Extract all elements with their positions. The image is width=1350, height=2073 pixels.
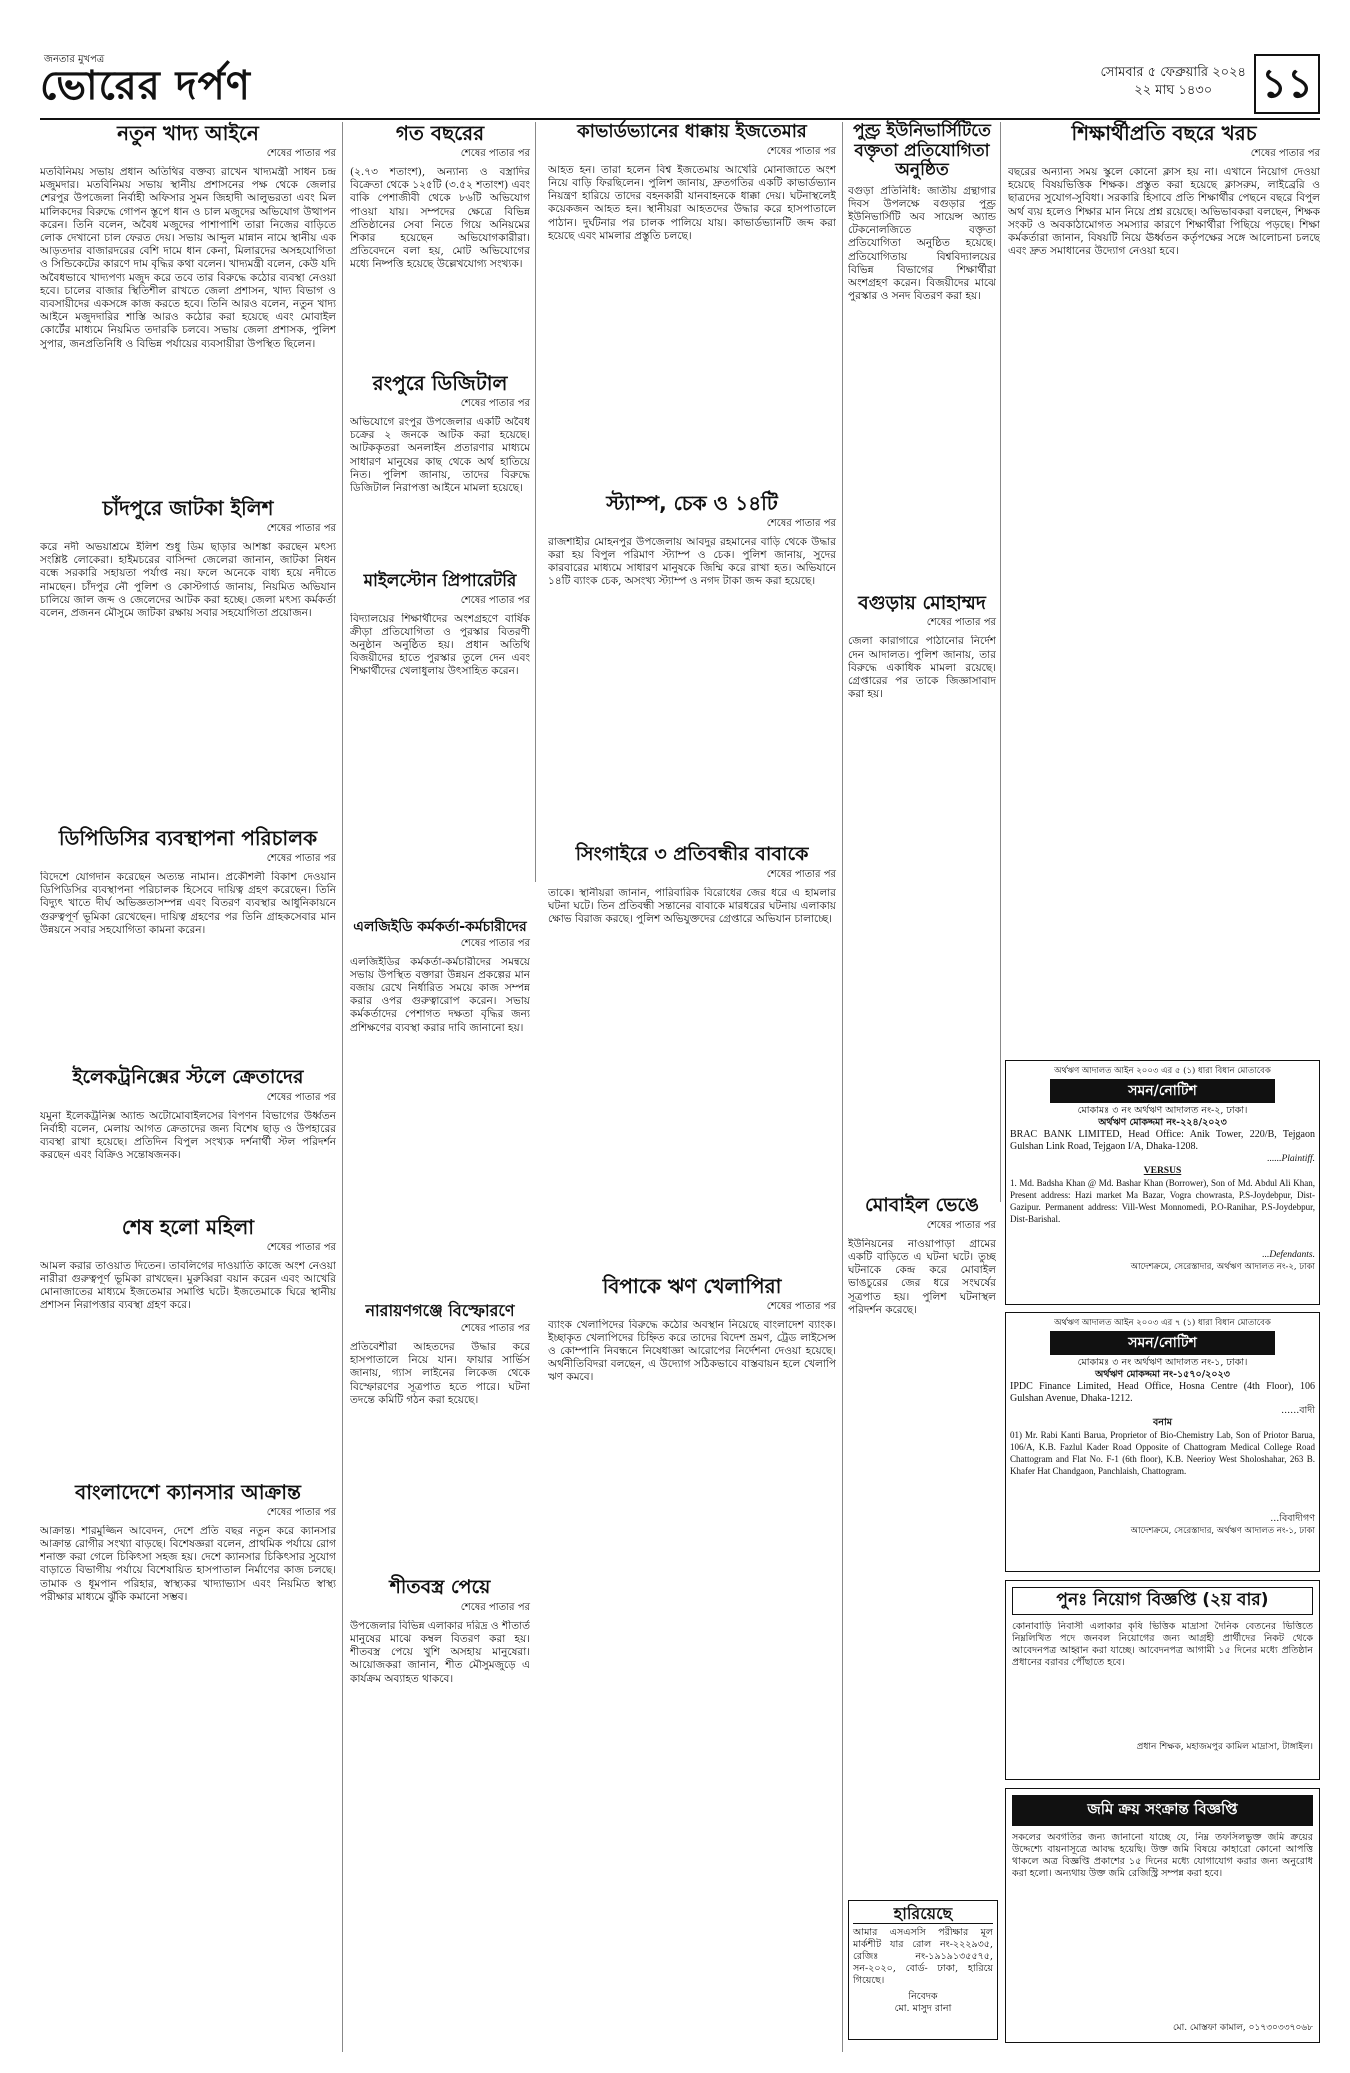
notice-court: মোকামঃ ৩ নং অর্থঋণ আদালত নং-১, ঢাকা। <box>1077 1357 1248 1368</box>
recruitment-signer: প্রধান শিক্ষক, মহাজমপুর কামিল মাদ্রাসা, টাঙ্গাইল। <box>1136 1741 1313 1752</box>
recruitment-notice <box>1005 1580 1320 1780</box>
headline: এলজিইডি কর্মকর্তা-কর্মচারীদের <box>353 918 527 935</box>
column-divider <box>842 122 843 2052</box>
article <box>350 1302 530 1571</box>
column-4-lower <box>848 1195 996 1818</box>
article-body: বিদেশে যোগদান করেছেন অত্যন্ত নামান। প্রকৌশলী বিকাশ দেওয়ান ডিপিডিসির ব্যবস্থাপনা পরিচালক হিসেবে দায়িত্ব গ্রহণ করেছেন। তিনি বিদ্যুৎ খাতে দীর্ঘ অভিজ্ঞতাসম্পন্ন এবং বিতরণ ব্যবস্থার আধুনিকায়নে গুরুত্বপূর্ণ ভূমিকা রেখেছেন। দায়িত্ব গ্রহণের পর তিনি গ্রাহকসেবার মান উন্নয়নে সবার সহযোগিতা কামনা করেন। <box>40 871 336 936</box>
notice-footer: আদেশক্রমে, সেরেস্তাদার, অর্থঋণ আদালত নং-২, ঢাকা <box>1130 1262 1315 1272</box>
continuation-note: শেষের পাতার পর <box>460 1601 530 1613</box>
continuation-note: শেষের পাতার পর <box>266 1091 336 1103</box>
date-gregorian: সোমবার ৫ ফেব্রুয়ারি ২০২৪ <box>1100 65 1246 80</box>
headline: কাভার্ডভ্যানের ধাক্কায় ইজতেমার <box>577 121 807 142</box>
article <box>350 372 530 566</box>
article-body: মতবিনিময় সভায় প্রধান অতিথির বক্তব্য রাখেন খাদ্যমন্ত্রী সাধন চন্দ্র মজুমদার। মতবিনিময় সভায় স্থানীয় প্রশাসনের পক্ষ থেকে জেলার শেরপুর উপজেলা নির্বাহী অফিসার সুমন জিহাদী আলুভরতা এবং মিল মালিকদের বিরুদ্ধে গোপন স্তূপে ধান ও চাল মজুদের অভিযোগ উত্থাপন করেন। তিনি বলেন, অবৈধ মজুদের পাশাপাশি তারা নিজের বাড়িতে লোক দেখানো চাল ফেরত দেয়। সভায় আব্দুল মান্নান নামে স্থানীয় এক আড়তদার বাজারদরের বেশি দামে ধান কেনা, মিলারদের অসহযোগিতা ও সিন্ডিকেটের কারণে দাম বৃদ্ধির কথা বলেন। খাদ্যমন্ত্রী বলেন, কেউ যদি অবৈধভাবে খাদ্যপণ্য মজুদ করে তবে তার বিরুদ্ধে কঠোর ব্যবস্থা নেওয়া হবে। চালের বাজার স্থিতিশীল রাখতে জেলা প্রশাসন, খাদ্য বিভাগ ও ব্যবসায়ীদের একসঙ্গে কাজ করতে হবে। তিনি আরও বলেন, নতুন খাদ্য আইনে মজুদদারির শাস্তি আরও কঠোর করা হয়েছে এবং মোবাইল কোর্টের মাধ্যমে নিয়মিত তদারকি চলবে। সভায় জেলা প্রশাসক, পুলিশ সুপার, জনপ্রতিনিধি ও বিভিন্ন পর্যায়ের ব্যবসায়ীরা উপস্থিত ছিলেন। <box>40 166 336 350</box>
article <box>40 827 336 1061</box>
article-body: তাকে। স্থানীয়রা জানান, পারিবারিক বিরোধের জের ধরে এ হামলার ঘটনা ঘটে। তিন প্রতিবন্ধী সন্তানের বাবাকে মারধরের ঘটনায় এলাকায় ক্ষোভ বিরাজ করছে। পুলিশ অভিযুক্তদের গ্রেপ্তারে অভিযান চালাচ্ছে। <box>548 886 836 925</box>
headline: বাংলাদেশে ক্যানসার আক্রান্ত <box>75 1479 301 1504</box>
headline: শিক্ষার্থীপ্রতি বছরে খরচ <box>1071 121 1257 145</box>
column-1 <box>40 122 336 1775</box>
headline: রংপুরে ডিজিটাল <box>372 371 508 395</box>
article <box>350 572 530 913</box>
page-number: ১১ <box>1254 54 1320 114</box>
article <box>548 122 836 484</box>
notice-case: অর্থঋণ মোকদ্দমা নং-১৫৭০/২০২৩ <box>1095 1369 1230 1380</box>
headline: ডিপিডিসির ব্যবস্থাপনা পরিচালক <box>58 826 318 850</box>
notice-plaintiff: IPDC Finance Limited, Head Office, Hosna Centre (4th Floor), 106 Gulshan Avenue, Dhaka-1212. <box>1010 1381 1315 1404</box>
article-body: আমল করার তাওয়াত দিতেন। তাবলিগের দাওয়াতি কাজে অংশ নেওয়া নারীরা গুরুত্বপূর্ণ ভূমিকা রাখছেন। মুরুব্বিরা বয়ান করেন এবং আখেরি মোনাজাতের মাধ্যমে ইজতেমার সমাপ্তি ঘটে। ইজতেমাকে ঘিরে স্থানীয় প্রশাসন নিরাপত্তার ব্যবস্থা গ্রহণ করে। <box>40 1259 336 1312</box>
land-notice-body: সকলের অবগতির জন্য জানানো যাচ্ছে যে, নিম্ন তফসিলভুক্ত জমি ক্রয়ের উদ্দেশ্যে বায়নাসূত্রে আবদ্ধ হয়েছি। উক্ত জমি বিষয়ে কাহারো কোনো আপত্তি থাকলে অত্র বিজ্ঞপ্তি প্রকাশের ১৫ দিনের মধ্যে যোগাযোগ করার জন্য অনুরোধ করা হলো। অন্যথায় উক্ত জমি রেজিস্ট্রি সম্পন্ন করা হবে। <box>1012 1832 1313 1879</box>
lost-notice-title: হারিয়েছে <box>853 1905 993 1924</box>
continuation-note: শেষের পাতার পর <box>926 1219 996 1231</box>
headline: গত বছরের <box>395 121 485 145</box>
article <box>548 492 836 836</box>
notice-header: অর্থঋণ আদালত আইন ২০০৩ এর ৫ (১) ধারা বিধান মোতাবেক <box>1054 1066 1271 1076</box>
continuation-note: শেষের পাতার পর <box>926 617 996 629</box>
article <box>350 1577 530 1840</box>
date-bengali: ২২ মাঘ ১৪৩০ <box>1134 83 1213 98</box>
notice-plaintiff-tag: ......বাদী <box>1281 1405 1315 1416</box>
article-body: আহত হন। তারা হলেন বিশ্ব ইজতেমায় আখেরি মোনাজাতে অংশ নিয়ে বাড়ি ফিরছিলেন। পুলিশ জানায়, দ্রুতগতির একটি কাভার্ডভ্যান নিয়ন্ত্রণ হারিয়ে তাদের বহনকারী যানবাহনকে ধাক্কা দেয়। ঘটনাস্থলেই কয়েকজন আহত হন। স্থানীয়রা আহতদের উদ্ধার করে হাসপাতালে পাঠান। দুর্ঘটনার পর চালক পালিয়ে যায়। কাভার্ডভ্যানটি জব্দ করা হয়েছে এবং মামলার প্রস্তুতি চলছে। <box>548 163 836 242</box>
continuation-note: শেষের পাতার পর <box>460 594 530 606</box>
column-4 <box>848 122 996 985</box>
notice-defendants: 1. Md. Badsha Khan @ Md. Bashar Khan (Borrower), Son of Md. Abdul Ali Khan, Present address: Hazi market Ma Bazar, Vogra chowrasta, P.S-Joydebpur, Dist-Gazipur. Permanent address: Vill-West Monnomedi, P.O-Ranihar, P.S-Joydebpur, Dist-Barishal. <box>1010 1178 1315 1224</box>
article-body: অভিযোগে রংপুর উপজেলার একটি অবৈধ চক্রের ২ জনকে আটক করা হয়েছে। আটককৃতরা অনলাইন প্রতারণার মাধ্যমে সাধারণ মানুষের কাছ থেকে অর্থ হাতিয়ে নিত। পুলিশ জানায়, তাদের বিরুদ্ধে ডিজিটাল নিরাপত্তা আইনে মামলা হয়েছে। <box>350 416 530 495</box>
notice-defendants: 01) Mr. Rabi Kanti Barua, Proprietor of Bio-Chemistry Lab, Son of Priotor Barua, 106/A, K.B. Fazlul Kader Road Opposite of Chattogram Medical College Road Chattogram and Flat No. F-1 (6th floor), K.B. Neerioy West Sholoshahar, 263 B. Khafer Hat Chandgaon, Panchlaish, Chattogram. <box>1010 1430 1315 1476</box>
article-body: ব্যাংক খেলাপিদের বিরুদ্ধে কঠোর অবস্থান নিয়েছে বাংলাদেশ ব্যাংক। ইচ্ছাকৃত খেলাপিদের চিহ্নিত করে তাদের বিদেশ ভ্রমণ, ট্রেড লাইসেন্স ও কোম্পানি নিবন্ধনে নিষেধাজ্ঞা আরোপের নির্দেশনা দেওয়া হয়েছে। অর্থনীতিবিদরা বলছেন, এ উদ্যোগ সঠিকভাবে বাস্তবায়ন হলে খেলাপি ঋণ কমবে। <box>548 1318 836 1384</box>
article-body: বগুড়া প্রতিনিধি: জাতীয় গ্রন্থাগার দিবস উপলক্ষে বগুড়ার পুণ্ড্র ইউনিভার্সিটি অব সায়েন্স অ্যান্ড টেকনোলজিতে বক্তৃতা প্রতিযোগিতা অনুষ্ঠিত হয়েছে। প্রতিযোগিতায় বিশ্ববিদ্যালয়ের বিভিন্ন বিভাগের শিক্ষার্থীরা অংশগ্রহণ করেন। বিজয়ীদের মাঝে পুরস্কার ও সনদ বিতরণ করা হয়। <box>848 184 996 303</box>
article <box>350 919 530 1296</box>
column-3 <box>548 122 836 1879</box>
article <box>40 1481 336 1775</box>
headline: বিপাকে ঋণ খেলাপিরা <box>602 1273 782 1298</box>
land-purchase-notice <box>1005 1788 1320 2043</box>
notice-defendants-tag: ...বিবাদীগণ <box>1270 1513 1315 1524</box>
continuation-note: শেষের পাতার পর <box>766 868 836 880</box>
headline: নতুন খাদ্য আইনে <box>117 121 259 145</box>
column-5 <box>1008 122 1320 1076</box>
notice-plaintiff-tag: ......Plaintiff. <box>1267 1154 1315 1164</box>
continuation-note: শেষের পাতার পর <box>766 517 836 529</box>
article <box>40 122 336 491</box>
article-body: বিদ্যালয়ের শিক্ষার্থীদের অংশগ্রহণে বার্ষিক ক্রীড়া প্রতিযোগিতা ও পুরস্কার বিতরণী অনুষ্ঠান অনুষ্ঠিত হয়। প্রধান অতিথি বিজয়ীদের হাতে পুরস্কার তুলে দেন এবং শিক্ষার্থীদের খেলাধুলায় উৎসাহিত করেন। <box>350 612 530 678</box>
article-body: ইউনিয়নের নাওয়াপাড়া গ্রামের একটি বাড়িতে এ ঘটনা ঘটে। তুচ্ছ ঘটনাকে কেন্দ্র করে মোবাইল ভাঙচুরের জের ধরে সংঘর্ষের সূত্রপাত হয়। পুলিশ ঘটনাস্থল পরিদর্শন করেছে। <box>848 1237 996 1316</box>
continuation-note: শেষের পাতার পর <box>266 1241 336 1253</box>
lost-notice-body: আমার এসএসসি পরীক্ষার মূল মার্কশীট যার রোল নং-২২২৯৩৫, রেজিঃ নং-১৯১৯১৩৫৫৭৫, সন-২০২০, বোর্ড- ঢাকা, হারিয়ে গিয়েছে। <box>853 1927 993 1987</box>
headline: বগুড়ায় মোহাম্মদ <box>858 591 986 614</box>
article <box>350 122 530 366</box>
masthead-tagline: জনতার মুখপত্র <box>44 54 105 65</box>
article-body: এলজিইডির কর্মকর্তা-কর্মচারীদের সমন্বয়ে সভায় উপস্থিত বক্তারা উন্নয়ন প্রকল্পের মান বজায় রেখে নির্ধারিত সময়ে কাজ সম্পন্ন করার ওপর গুরুত্বারোপ করেন। সভায় কর্মকর্তাদের পেশাগত দক্ষতা বৃদ্ধির জন্য প্রশিক্ষণের ব্যবস্থা করার দাবি জানানো হয়। <box>350 955 530 1034</box>
continuation-note: শেষের পাতার পর <box>460 937 530 949</box>
continuation-note: শেষের পাতার পর <box>1250 148 1320 159</box>
article <box>548 1275 836 1879</box>
headline: ইলেকট্রনিক্সের স্টলে ক্রেতাদের <box>72 1066 304 1088</box>
article-body: প্রতিবেশীরা আহতদের উদ্ধার করে হাসপাতালে নিয়ে যান। ফায়ার সার্ভিস জানায়, গ্যাস লাইনের লিকেজ থেকে বিস্ফোরণের সূত্রপাত হতে পারে। ঘটনা তদন্তে কমিটি গঠন করা হয়েছে। <box>350 1341 530 1406</box>
lost-notice <box>848 1900 998 2040</box>
legal-notice-ipdc <box>1005 1312 1320 1572</box>
article <box>548 844 836 1267</box>
continuation-note: শেষের পাতার পর <box>266 148 336 159</box>
continuation-note: শেষের পাতার পর <box>266 523 336 534</box>
recruitment-body: কোনাবাড়ি নিবাসী এলাকার কৃষি ভিত্তিক মাদ্রাসা দৈনিক বেতনের ভিত্তিতে নিম্নলিখিত পদে জনবল নিয়োগের জন্য আগ্রহী প্রার্থীদের নিকট থেকে আবেদনপত্র আহ্বান করা যাচ্ছে। আবেদনপত্র আগামী ১৫ দিনের মধ্যে প্রতিষ্ঠান প্রধানের বরাবর পৌঁছাতে হবে। <box>1012 1620 1313 1668</box>
article-body: আক্রান্ত। শারমুজ্জিন আবেদন, দেশে প্রতি বছর নতুন করে ক্যানসার আক্রান্ত রোগীর সংখ্যা বাড়ছে। বিশেষজ্ঞরা বলেন, প্রাথমিক পর্যায়ে রোগ শনাক্ত করা গেলে চিকিৎসা সহজ হয়। দেশে ক্যানসার চিকিৎসার সুযোগ বাড়াতে বিভাগীয় পর্যায়ে বিশেষায়িত হাসপাতাল নির্মাণের কাজ চলছে। তামাক ও ধূমপান পরিহার, স্বাস্থ্যকর খাদ্যাভ্যাস এবং নিয়মিত স্বাস্থ্য পরীক্ষার মাধ্যমে ঝুঁকি কমানো সম্ভব। <box>40 1524 336 1603</box>
notice-banner: সমন/নোটিশ <box>1050 1331 1275 1355</box>
notice-versus: VERSUS <box>1143 1166 1182 1176</box>
notice-header: অর্থঋণ আদালত আইন ২০০৩ এর ৭ (১) ধারা বিধান মোতাবেক <box>1054 1318 1271 1328</box>
article-body: (২.৭৩ শতাংশ), অন্যান্য ও বস্ত্রাদির বিক্রেতা থেকে ১২৫টি (৩.৫২ শতাংশ) এবং বাকি পেশাজীবী থেকে ৮৬টি অভিযোগ পাওয়া যায়। সম্পদের ক্ষেত্রে বিভিন্ন প্রতিষ্ঠানের সেবা নিতে গিয়ে অনিয়মের শিকার হয়েছেন অভিযোগকারীরা। প্রতিবেদনে বলা হয়, মোট অভিযোগের মধ্যে নিষ্পত্তি হয়েছে উল্লেখযোগ্য সংখ্যক। <box>350 166 530 271</box>
recruitment-title: পুনঃ নিয়োগ বিজ্ঞপ্তি (২য় বার) <box>1056 1590 1269 1610</box>
headline: পুণ্ড্র ইউনিভার্সিটিতে বক্তৃতা প্রতিযোগিতা অনুষ্ঠিত <box>853 121 991 181</box>
land-notice-signer: মো. মোস্তফা কামাল, ০১৭৩০৩৩৭০৬৮ <box>1172 2023 1313 2033</box>
land-notice-title: জমি ক্রয় সংক্রান্ত বিজ্ঞপ্তি <box>1012 1795 1313 1826</box>
continuation-note: শেষের পাতার পর <box>266 853 336 864</box>
continuation-note: শেষের পাতার পর <box>460 398 530 409</box>
headline: চাঁদপুরে জাটকা ইলিশ <box>102 496 274 520</box>
column-divider <box>342 122 343 2052</box>
headline: স্ট্যাম্প, চেক ও ১৪টি <box>606 490 778 515</box>
article <box>848 122 996 585</box>
lost-notice-signer: নিবেদক মো. মাসুদ রানা <box>894 1991 952 2015</box>
masthead <box>40 52 1320 120</box>
column-divider <box>1000 122 1001 1202</box>
headline: শেষ হলো মহিলা <box>121 1214 255 1239</box>
article <box>40 1216 336 1475</box>
article <box>1008 122 1320 1076</box>
continuation-note: শেষের পাতার পর <box>766 1300 836 1312</box>
article <box>40 497 336 821</box>
headline: নারায়ণগঞ্জে বিস্ফোরণে <box>365 1300 515 1320</box>
article <box>40 1067 336 1210</box>
notice-case: অর্থঋণ মোকদ্দমা নং-২২৪/২০২৩ <box>1098 1117 1227 1128</box>
article-body: করে নদী অভয়াশ্রমে ইলিশ শুধু ডিম ছাড়ার আশঙ্কা করছেন মৎস্য সংশ্লিষ্ট লোকেরা। হাইমচরের বাসিন্দা জেলেরা জানান, জাটকা নিধন বন্ধে সরকারি সহায়তা পর্যাপ্ত নয়। ফলে অনেকে বাধ্য হয়ে নদীতে নামছেন। চাঁদপুর নৌ পুলিশ ও কোস্টগার্ড জানায়, নিয়মিত অভিযান চালিয়ে জাল জব্দ ও জেলেদের আটক করা হচ্ছে। জেলা মৎস্য কর্মকর্তা বলেন, প্রজনন মৌসুমে জাটকা রক্ষায় সবার সহযোগিতা প্রয়োজন। <box>40 541 336 620</box>
notice-defendants-tag: ...Defendants. <box>1262 1250 1315 1260</box>
article-body: উপজেলার বিভিন্ন এলাকার দরিদ্র ও শীতার্ত মানুষের মাঝে কম্বল বিতরণ করা হয়। শীতবস্ত্র পেয়ে খুশি অসহায় মানুষেরা। আয়োজকরা জানান, শীত মৌসুমজুড়ে এ কার্যক্রম অব্যাহত থাকবে। <box>350 1619 530 1685</box>
headline: মাইলস্টোন প্রিপারেটরি <box>363 571 517 591</box>
column-divider <box>535 122 536 882</box>
notice-footer: আদেশক্রমে, সেরেস্তাদার, অর্থঋণ আদালত নং-১, ঢাকা <box>1130 1526 1315 1536</box>
newspaper-logo: ভোরের দর্পণ <box>40 63 251 109</box>
article-body: জেলা কারাগারে পাঠানোর নির্দেশ দেন আদালত। পুলিশ জানায়, তার বিরুদ্ধে একাধিক মামলা রয়েছে। গ্রেপ্তারের পর তাকে জিজ্ঞাসাবাদ করা হয়। <box>848 635 996 701</box>
notice-banner: সমন/নোটিশ <box>1050 1079 1275 1103</box>
headline: শীতবস্ত্র পেয়ে <box>389 1576 491 1599</box>
article <box>848 593 996 986</box>
continuation-note: শেষের পাতার পর <box>460 148 530 159</box>
column-2 <box>350 122 530 1840</box>
legal-notice-brac <box>1005 1060 1320 1305</box>
continuation-note: শেষের পাতার পর <box>766 145 836 157</box>
notice-versus: বনাম <box>1153 1417 1172 1428</box>
article-body: যমুনা ইলেকট্রনিক্স অ্যান্ড অটোমোবাইলসের বিপণন বিভাগের উর্ধ্বতন নির্বাহী বলেন, মেলায় আগত ক্রেতাদের জন্য বিশেষ ছাড় ও উপহারের ব্যবস্থা রাখা হয়েছে। প্রতিদিন বিপুল সংখ্যক দর্শনার্থী স্টল পরিদর্শন করছেন এবং বিক্রিও সন্তোষজনক। <box>40 1109 336 1162</box>
notice-court: মোকামঃ ৩ নং অর্থঋণ আদালত নং-২, ঢাকা। <box>1077 1105 1248 1116</box>
article-body: রাজশাহীর মোহনপুর উপজেলায় আবদুর রহমানের বাড়ি থেকে উদ্ধার করা হয় বিপুল পরিমাণ স্ট্যাম্প ও চেক। পুলিশ জানায়, সুদের কারবারের মাধ্যমে সাধারণ মানুষকে জিম্মি করে রাখা হত। অভিযানে ১৪টি ব্যাংক চেক, অসংখ্য স্ট্যাম্প ও নগদ টাকা জব্দ করা হয়েছে। <box>548 535 836 588</box>
notice-plaintiff: BRAC BANK LIMITED, Head Office: Anik Tower, 220/B, Tejgaon Gulshan Link Road, Tejgaon I/A, Dhaka-1208. <box>1010 1129 1315 1152</box>
dateline <box>1100 64 1246 100</box>
headline: সিংগাইরে ৩ প্রতিবন্ধীর বাবাকে <box>575 842 809 865</box>
headline: মোবাইল ভেঙে <box>865 1194 979 1216</box>
article-body: বছরের অন্যান্য সময় স্কুলে কোনো ক্লাস হয় না। এখানে নিয়োগ দেওয়া হয়েছে বিষয়ভিত্তিক শিক্ষক। প্রস্তুত করা হয়েছে ক্লাসরুম, লাইব্রেরি ও ছাত্রদের সুযোগ-সুবিধা। সরকারি হিসাবে প্রতি শিক্ষার্থীর পেছনে বছরে বিপুল অর্থ ব্যয় হলেও শিক্ষার মান নিয়ে প্রশ্ন রয়েছে। অভিভাবকরা বলছেন, শিক্ষক সংকট ও অবকাঠামোগত সমস্যার কারণে শিক্ষার্থীরা পিছিয়ে পড়ছে। শিক্ষা কর্মকর্তারা জানান, বিষয়টি নিয়ে ঊর্ধ্বতন কর্তৃপক্ষের সঙ্গে আলোচনা চলছে এবং দ্রুত সমাধানের উদ্যোগ নেওয়া হবে। <box>1008 166 1320 258</box>
continuation-note: শেষের পাতার পর <box>460 1323 530 1335</box>
continuation-note: শেষের পাতার পর <box>266 1506 336 1518</box>
recruitment-title-box <box>1012 1587 1313 1615</box>
